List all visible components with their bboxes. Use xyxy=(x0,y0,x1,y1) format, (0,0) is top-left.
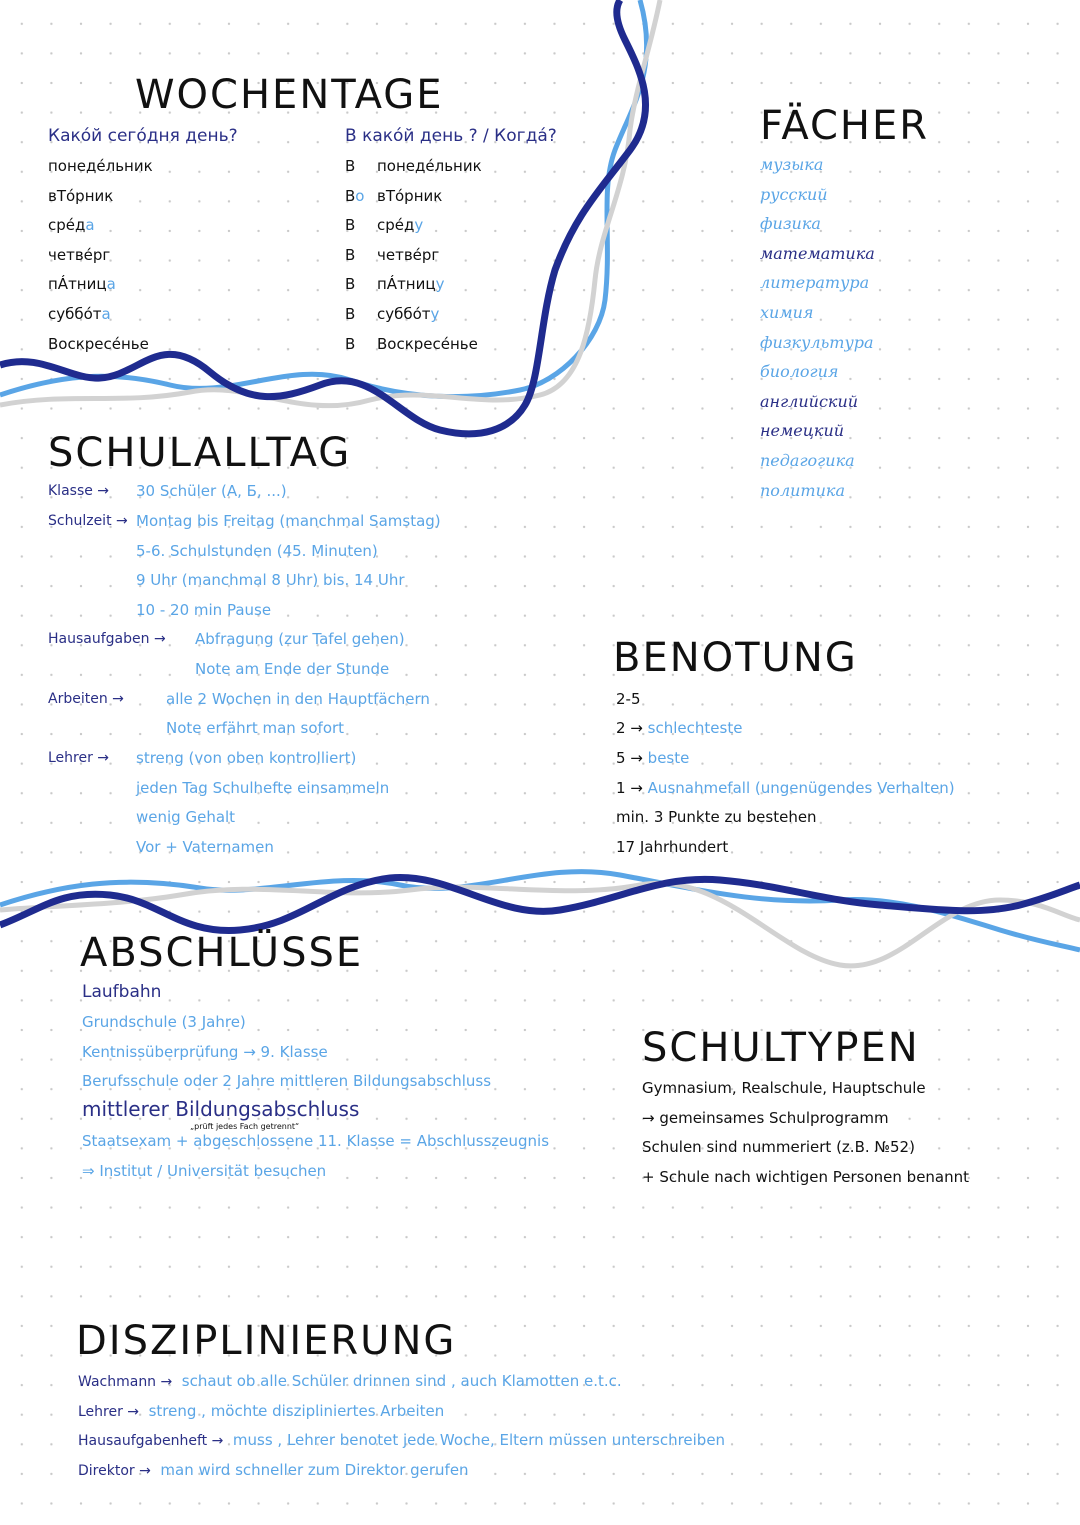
abschluesse-title: ABSCHLÜSSE xyxy=(80,930,364,976)
schulzeit-line: Montag bis Freitag (manchmal Samstag) xyxy=(136,512,441,530)
list-item: литература xyxy=(760,273,870,293)
abschluss-line: ⇒ Institut / Universität besuchen xyxy=(82,1162,327,1180)
lehrer-line: jeden Tag Schulhefte einsammeln xyxy=(136,779,390,797)
disziplin-row: Hausaufgabenheft → muss , Lehrer benotet jede Woche, Eltern müssen unterschreiben xyxy=(78,1431,726,1449)
schultypen-line: + Schule nach wichtigen Personen benannt xyxy=(642,1168,970,1186)
schultypen-title: SCHULTYPEN xyxy=(642,1025,920,1071)
schultypen-line: → gemeinsames Schulprogramm xyxy=(642,1109,889,1127)
list-item: В четвéрг xyxy=(345,245,440,264)
in-days-list xyxy=(345,152,482,359)
abschluss-line: Grundschule (3 Jahre) xyxy=(82,1013,246,1031)
list-item: немецкий xyxy=(760,421,845,441)
abschluss-line: Staatsexam + abgeschlossene 11. Klasse = Abschlusszeugnis xyxy=(82,1132,550,1150)
laufbahn: Laufbahn xyxy=(82,982,162,1002)
schulzeit-label: Schulzeit → xyxy=(48,513,128,529)
list-item: В срéду xyxy=(345,216,424,235)
small-note: „prüft jedes Fach getrennt“ xyxy=(190,1122,300,1131)
list-item: пÁтница xyxy=(48,275,116,294)
schultypen-line: Schulen sind nummeriert (z.B. №52) xyxy=(642,1138,915,1156)
schulzeit-line: 9 Uhr (manchmal 8 Uhr) bis. 14 Uhr xyxy=(136,571,405,589)
list-item: русский xyxy=(760,184,828,204)
list-item: химия xyxy=(760,302,814,322)
mittlerer-abschluss: mittlerer Bildungsabschluss xyxy=(82,1097,360,1121)
faecher-title: FÄCHER xyxy=(760,103,930,149)
list-item: математика xyxy=(760,243,875,263)
lehrer-line: wenig Gehalt xyxy=(136,808,236,826)
hausaufgaben-line: Abfragung (zur Tafel gehen) xyxy=(195,630,405,648)
arbeiten-line: alle 2 Wochen in den Hauptfächern xyxy=(166,690,430,708)
list-item: суббóта xyxy=(48,304,111,323)
list-item: В пÁтницу xyxy=(345,275,445,294)
schulzeit-line: 5-6. Schulstunden (45. Minuten) xyxy=(136,542,378,560)
benotung-title: BENOTUNG xyxy=(613,635,858,681)
list-item: В понедéльник xyxy=(345,157,482,175)
list-item: физкультура xyxy=(760,332,874,352)
days-list xyxy=(48,152,153,359)
arbeiten-label: Arbeiten → xyxy=(48,691,124,707)
list-item: В суббóту xyxy=(345,304,440,323)
grade-item: 5 → beste xyxy=(616,749,690,767)
list-item: биология xyxy=(760,362,839,382)
list-item: срéда xyxy=(48,216,95,235)
list-item: английский xyxy=(760,391,859,411)
list-item: В Воскресéнье xyxy=(345,334,478,353)
question-right: В какóй день ? / Когдá? xyxy=(345,126,557,146)
hausaufgaben-label: Hausaufgaben → xyxy=(48,631,166,647)
list-item: Воскресéнье xyxy=(48,334,149,353)
wochentage-title: WOCHENTAGE xyxy=(135,72,444,118)
abschluss-line: Kentnissüberprüfung → 9. Klasse xyxy=(82,1043,328,1061)
schulzeit-line: 10 - 20 min Pause xyxy=(136,601,272,619)
abschluss-line: Berufsschule oder 2 Jahre mittleren Bildungsabschluss xyxy=(82,1072,492,1090)
schultypen-line: Gymnasium, Realschule, Hauptschule xyxy=(642,1079,926,1097)
list-item: Во вТóрник xyxy=(345,186,443,205)
lehrer-label: Lehrer → xyxy=(48,750,110,766)
list-item: политика xyxy=(760,480,845,500)
disziplinierung-title: DISZIPLINIERUNG xyxy=(76,1318,457,1364)
list-item: музыка xyxy=(760,155,824,174)
list-item: физика xyxy=(760,214,821,234)
hausaufgaben-line: Note am Ende der Stunde xyxy=(195,660,390,678)
century: 17 Jahrhundert xyxy=(616,838,729,856)
disziplin-row: Lehrer → streng , möchte diszipliniertes Arbeiten xyxy=(78,1402,445,1420)
klasse-label: Klasse → xyxy=(48,483,110,499)
question-left: Какóй сегóдня день? xyxy=(48,126,238,146)
arbeiten-line: Note erfährt man sofort xyxy=(166,719,345,737)
list-item: вТóрник xyxy=(48,186,114,205)
schulalltag-title: SCHULALLTAG xyxy=(48,430,352,476)
lehrer-line: Vor + Vaternamen xyxy=(136,838,274,856)
disziplin-row: Wachmann → schaut ob alle Schüler drinnen sind , auch Klamotten e.t.c. xyxy=(78,1372,622,1390)
grade-range: 2-5 xyxy=(616,690,641,708)
min-points: min. 3 Punkte zu bestehen xyxy=(616,808,817,826)
grade-item: 1 → Ausnahmefall (ungenügendes Verhalten) xyxy=(616,779,955,797)
grade-item: 2 → schlechteste xyxy=(616,719,743,737)
disziplin-row: Direktor → man wird schneller zum Direktor gerufen xyxy=(78,1461,469,1479)
lehrer-line: streng (von oben kontrolliert) xyxy=(136,749,357,767)
faecher-list xyxy=(760,150,875,505)
list-item: четвéрг xyxy=(48,245,111,264)
klasse-value: 30 Schüler (А, Б, ...) xyxy=(136,482,287,500)
list-item: понедéльник xyxy=(48,157,153,175)
list-item: педагогика xyxy=(760,450,855,470)
